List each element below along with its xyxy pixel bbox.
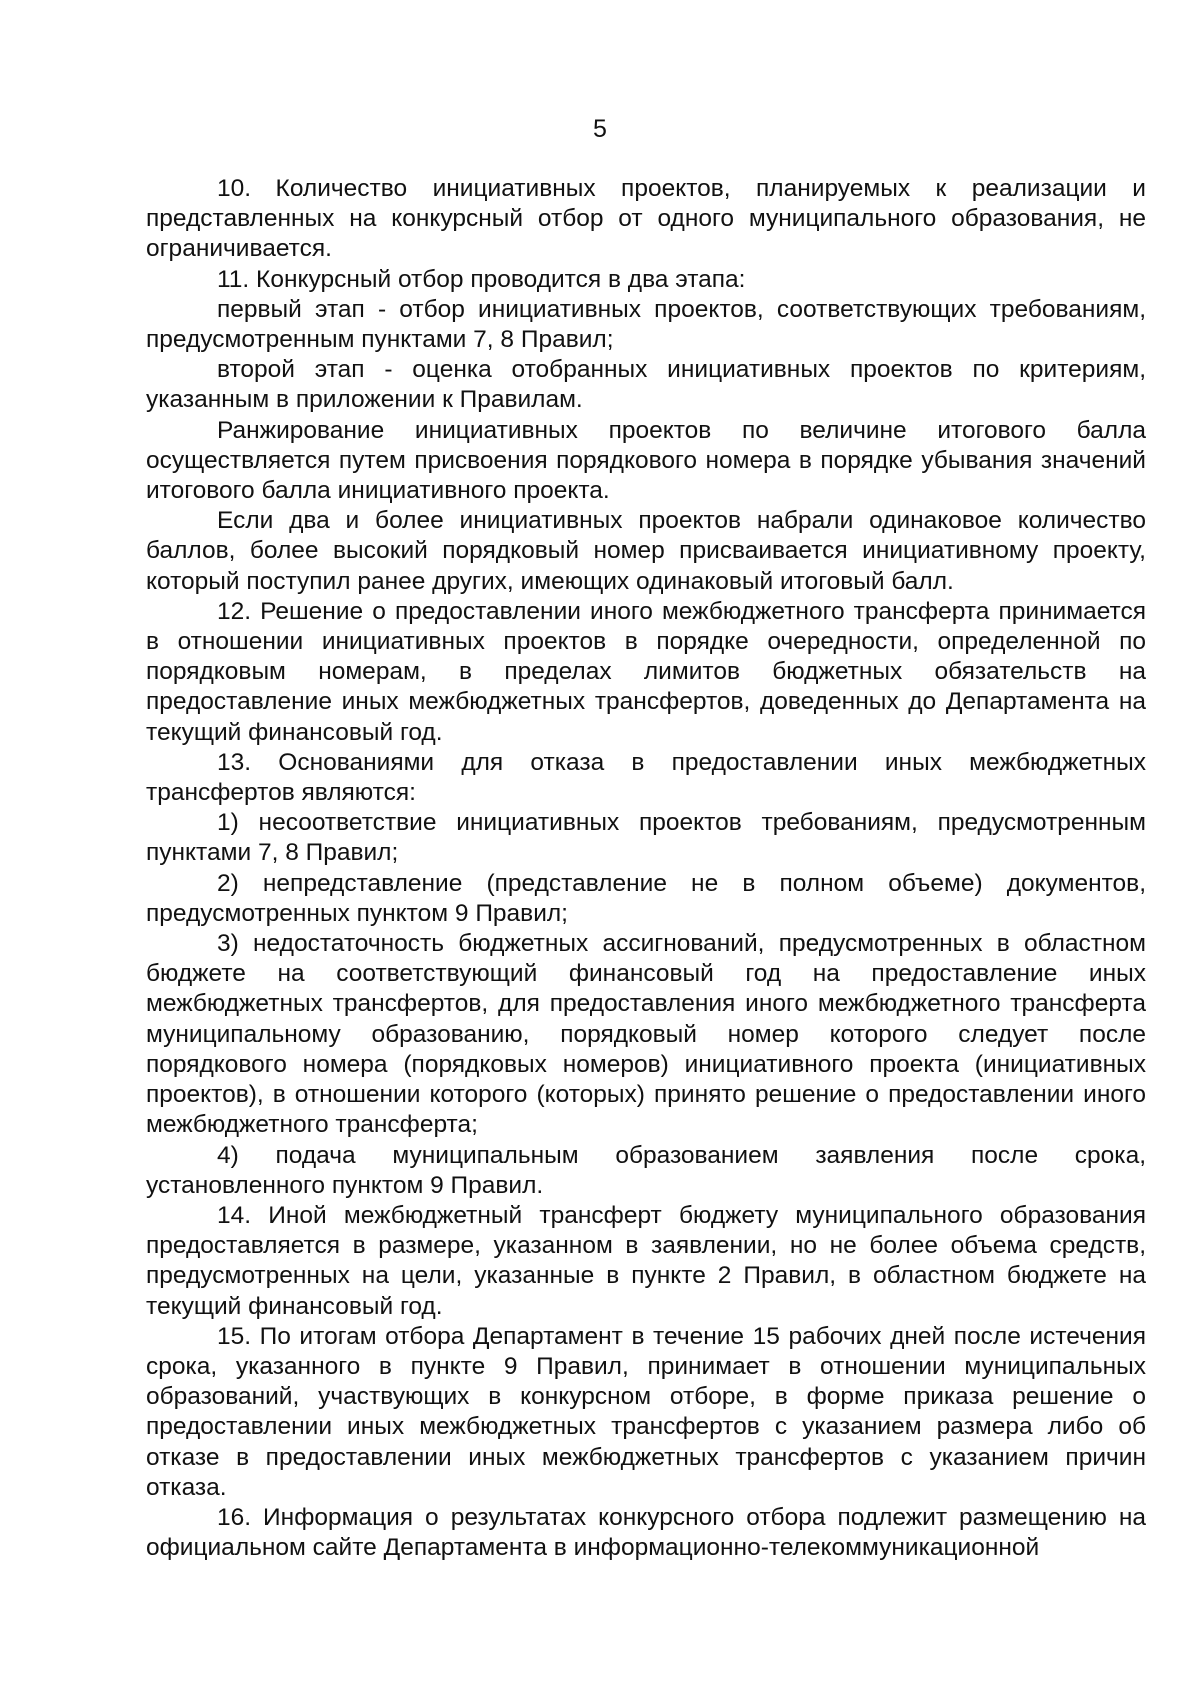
- paragraph-11-stage-2: второй этап - оценка отобранных инициативных проектов по критериям, указанным в приложении к Правилам.: [146, 356, 1146, 414]
- page-number: 5: [593, 115, 607, 143]
- paragraph-13-item-1: 1) несоответствие инициативных проектов требованиям, предусмотренным пунктами 7, 8 Правил;: [146, 809, 1146, 867]
- paragraph-16: 16. Информация о результатах конкурсного отбора подлежит размещению на официальном сайте Департамента в информационно-телекоммуникационной: [146, 1503, 1146, 1562]
- paragraph-15: 15. По итогам отбора Департамент в течение 15 рабочих дней после истечения срока, указанного в пункте 9 Правил, принимает в отношении муниципальных образований, участвующих в конкурсном отборе, в форме приказа решение о предоставлении иных межбюджетных трансфертов с указанием размера либо об отказе в предоставлении иных межбюджетных трансфертов с указанием причин отказа.: [146, 1322, 1146, 1501]
- paragraph-12: 12. Решение о предоставлении иного межбюджетного трансферта принимается в отношении инициативных проектов в порядке очередности, определенной по порядковым номерам, в пределах лимитов бюджетных обязательств на предоставление иных межбюджетных трансфертов, доведенных до Департамента на текущий финансовый год.: [146, 597, 1146, 746]
- paragraph-11-tie-rule: Если два и более инициативных проектов набрали одинаковое количество баллов, более высокий порядковый номер присваивается инициативному проекту, который поступил ранее других, имеющих одинаковый итоговый балл.: [146, 507, 1146, 595]
- paragraph-14: 14. Иной межбюджетный трансферт бюджету муниципального образования предоставляется в размере, указанном в заявлении, но не более объема средств, предусмотренных на цели, указанные в пункте 2 Правил, в областном бюджете на текущий финансовый год.: [146, 1201, 1146, 1320]
- paragraph-13: 13. Основаниями для отказа в предоставлении иных межбюджетных трансфертов являются:: [146, 748, 1146, 807]
- paragraph-11: 11. Конкурсный отбор проводится в два этапа:: [217, 265, 746, 293]
- paragraph-13-item-4: 4) подача муниципальным образованием заявления после срока, установленного пунктом 9 Правил.: [146, 1141, 1146, 1199]
- paragraph-13-item-2: 2) непредставление (представление не в полном объеме) документов, предусмотренных пунктом 9 Правил;: [146, 869, 1146, 927]
- document-body: [146, 174, 1146, 1563]
- paragraph-13-item-3: 3) недостаточность бюджетных ассигнований, предусмотренных в областном бюджете на соответствующий финансовый год на предоставление иных межбюджетных трансфертов, для предоставления иного межбюджетного трансферта муниципальному образованию, порядковый номер которого следует после порядкового номера (порядковых номеров) инициативного проекта (инициативных проектов), в отношении которого (которых) принято решение о предоставлении иного межбюджетного трансферта;: [146, 930, 1146, 1139]
- paragraph-11-ranking: Ранжирование инициативных проектов по величине итогового балла осуществляется путем присвоения порядкового номера в порядке убывания значений итогового балла инициативного проекта.: [146, 416, 1146, 505]
- paragraph-11-stage-1: первый этап - отбор инициативных проектов, соответствующих требованиям, предусмотренным пунктами 7, 8 Правил;: [146, 295, 1146, 354]
- paragraph-10: 10. Количество инициативных проектов, планируемых к реализации и представленных на конкурсный отбор от одного муниципального образования, не ограничивается.: [146, 175, 1146, 263]
